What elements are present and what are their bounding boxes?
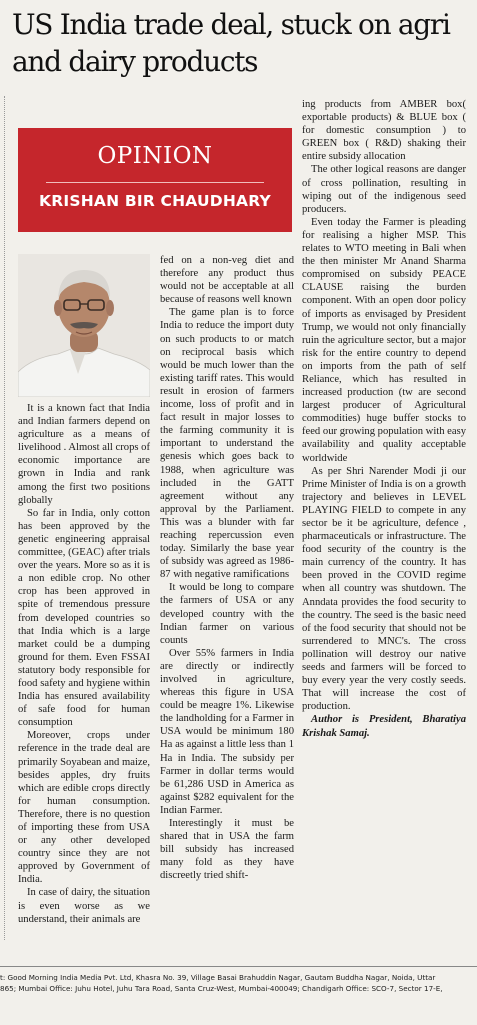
author-name: KRISHAN BIR CHAUDHARY (39, 192, 271, 210)
author-photo (18, 254, 150, 397)
paragraph: The game plan is to force India to reduce the import duty on such products to or match on reciprocal basis which would be much lower than the existing tariff rates. This would result in erosion of farmers income, loss of profit and in fact result in major losses to the farming community it is important to understand the genesis which goes back to 1988, when agriculture was included in the GATT agreement without any approval by the Parliament. This was a blunder with far reaching repercussion even today. Similarly the base year of subsidy was agreed as 1986-87 with negative ramifications (160, 307, 294, 581)
paragraph: ing products from AMBER box( exportable products) & BLUE box ( for domestic consumption ) to GREEN box ( R&D) shaking their entire subsidy allocation (302, 99, 466, 163)
article-column-2 (160, 254, 294, 883)
paragraph: It would be long to compare the farmers of USA or any developed country with the Indian farmer on various counts (160, 582, 294, 646)
paragraph: Over 55% farmers in India are directly or indirectly involved in agriculture, whereas this figure in USA could be meagre 1%. Likewise the landholding for a Farmer in USA would be minimum 180 Ha as against a little less than 1 Ha in India. The subsidy per Farmer in dollar terms would be 61,286 USD in America as against $282 equivalent for the Indian Farmer. (160, 647, 294, 816)
paragraph: Even today the Farmer is pleading for realising a higher MSP. This relates to WTO meeting in Bali when the then minister Mr Anand Sharma compromised on subsidy PEACE CLAUSE raising the burden component. With an open door policy of imports as envisaged by President Trump, we would not only financially ruin the agriculture sector, but a major risk for the entire country to depend on imports from the path of self Reliance, which has resulted in increased production (tw are second largest producer of Agricultural commodities) huge buffer stocks to feed our growing population with easy availability and quality acceptable worldwide (302, 216, 466, 464)
paragraph: fed on a non-veg diet and therefore any product thus would not be acceptable at all because of reasons well known (160, 255, 294, 306)
paragraph: The other logical reasons are danger of cross pollination, resulting in wiping out of the indigenous seed producers. (302, 164, 466, 215)
column-rule (0, 96, 5, 940)
paragraph: Interestingly it must be shared that in USA the farm bill subsidy has increased many fold as they have discreetly tried shift- (160, 818, 294, 882)
paragraph: As per Shri Narender Modi ji our Prime Minister of India is on a growth trajectory and believes in LEVEL PLAYING FIELD to compete in any sector be it be agriculture, defence , pharmaceuticals or infrastructure. The food security of the country is the main currency of the country. It has been proved in the COVID regime when all country was shutdown. The Anndata provides the food security to the country. The seed is the basic need of the food security that should not be surrendered to MNC's. The cross pollination will destroy our native seeds and farmers will be forced to buy every year the very costly seeds. That will increase the cost of production. (302, 465, 466, 713)
imprint-footer (0, 966, 477, 1025)
paragraph: So far in India, only cotton has been approved by the genetic engineering appraisal committee, (GEAC) after trials over the years. More so as it is a non edible crop. No other crop has been approved in spite of tremendous pressure from developed countries so that India which is a large market could be a dumping ground for them. Even FSSAI statutory body responsible for food safety and hygiene within India has ensured availability of safe food for human consumption (18, 507, 150, 729)
opinion-label: OPINION (97, 143, 213, 169)
article-column-3 (302, 98, 466, 740)
paragraph: Moreover, crops under reference in the trade deal are primarily Soyabean and maize, besides apples, dry fruits which are edible crops directly for human consumption. Therefore, there is no question of importing these from USA or any other developed country since they are not approved by Government of India. (18, 730, 150, 886)
imprint-line: t: Good Morning India Media Pvt. Ltd, Khasra No. 39, Village Basai Brahuddin Nagar, Gautam Buddha Nagar, Noida, Uttar (0, 973, 436, 982)
author-note: Author is President, Bharatiya Krishak Samaj. (302, 714, 466, 739)
headline: US India trade deal, stuck on agri and dairy products (12, 8, 450, 78)
opinion-banner (18, 128, 292, 232)
article-column-1 (18, 402, 150, 926)
paragraph: It is a known fact that India and Indian farmers depend on agriculture as a means of livelihood . Almost all crops of economic importance are grown in India and rank among the first two positions globally (18, 403, 150, 506)
paragraph: In case of dairy, the situation is even worse as we understand, their animals are (18, 887, 150, 925)
banner-divider (46, 182, 264, 183)
imprint-line: 865; Mumbai Office: Juhu Hotel, Juhu Tara Road, Santa Cruz-West, Mumbai-400049; Chandigarh Office: SCO-7, Sector 17-E, (0, 984, 443, 993)
